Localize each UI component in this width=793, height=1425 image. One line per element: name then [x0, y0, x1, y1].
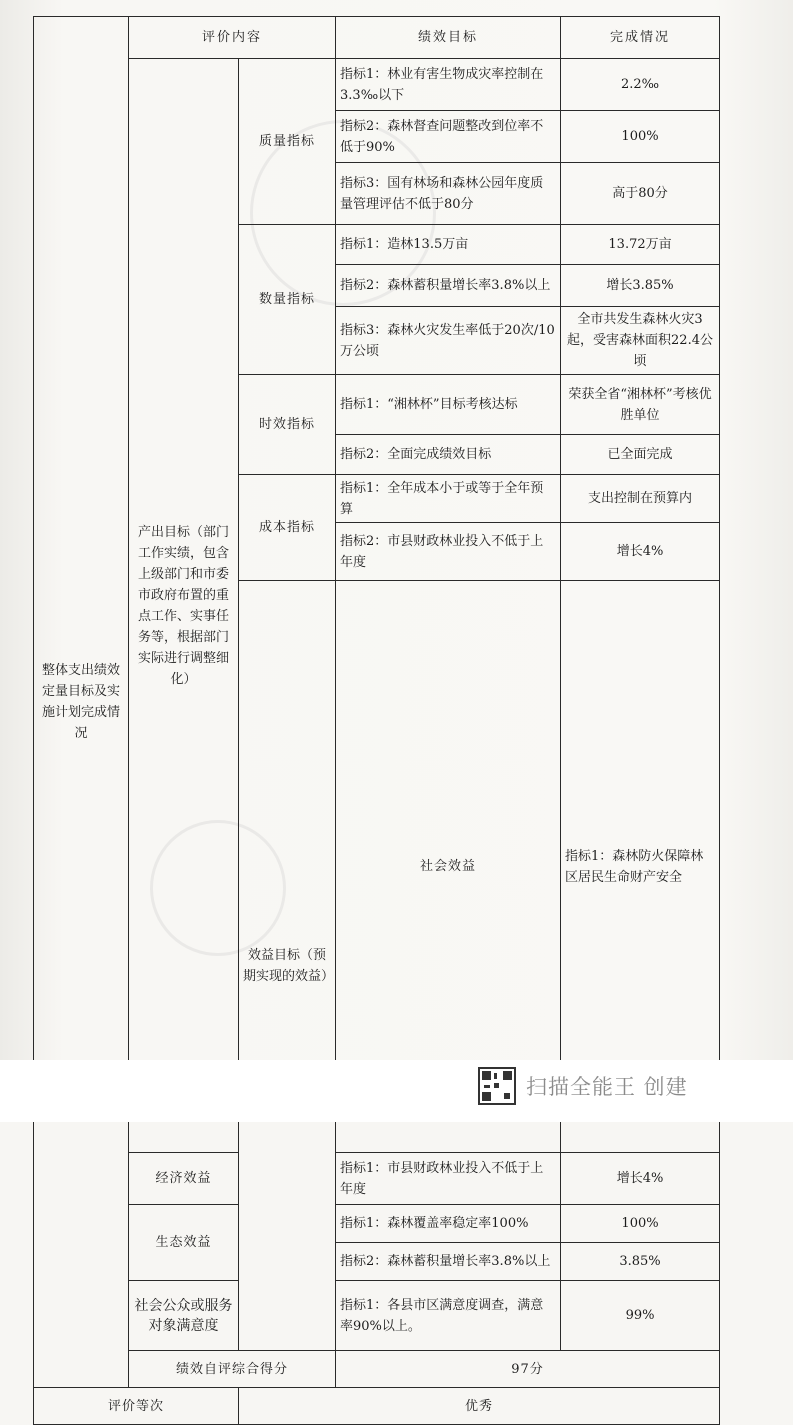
status-cell: 100% — [561, 111, 720, 163]
status-cell: 增长4% — [561, 523, 720, 581]
target-cell: 指标1：各县市区满意度调查，满意率90%以上。 — [336, 1281, 561, 1351]
header-content: 评价内容 — [129, 17, 336, 59]
status-cell: 2.2‰ — [561, 59, 720, 111]
target-cell: 指标1：全年成本小于或等于全年预算 — [336, 475, 561, 523]
status-cell: 13.72万亩 — [561, 225, 720, 265]
cost-indicator-label: 成本指标 — [239, 475, 336, 581]
table-row — [34, 1281, 720, 1351]
watermark-text: 扫描全能王 创建 — [526, 1075, 688, 1099]
grade-value: 优秀 — [239, 1388, 720, 1425]
status-cell: 99% — [561, 1281, 720, 1351]
target-cell: 指标1：市县财政林业投入不低于上年度 — [336, 1153, 561, 1205]
table-row — [34, 1205, 720, 1243]
quality-indicator-label: 质量指标 — [239, 59, 336, 225]
status-cell: 支出控制在预算内 — [561, 475, 720, 523]
header-row — [34, 17, 720, 59]
timeliness-indicator-label: 时效指标 — [239, 375, 336, 475]
target-cell: 指标1：森林防火保障林区居民生命财产安全 — [561, 581, 720, 1153]
performance-table — [33, 16, 720, 1425]
status-cell: 增长3.85% — [561, 265, 720, 307]
target-cell: 指标2：全面完成绩效目标 — [336, 435, 561, 475]
status-cell: 荣获全省“湘林杯”考核优胜单位 — [561, 375, 720, 435]
benefit-goal-label: 效益目标（预期实现的效益） — [239, 581, 336, 1351]
status-cell: 增长4% — [561, 1153, 720, 1205]
grade-row — [34, 1388, 720, 1425]
target-cell: 指标2：森林蓄积量增长率3.8%以上 — [336, 265, 561, 307]
output-goal-label: 产出目标（部门工作实绩，包含上级部门和市委市政府布置的重点工作、实事任务等，根据部门实际进行调整细化） — [129, 59, 239, 1153]
score-row — [34, 1351, 720, 1388]
header-target: 绩效目标 — [336, 17, 561, 59]
table-row — [34, 59, 720, 111]
grade-label: 评价等次 — [34, 1388, 239, 1425]
header-status: 完成情况 — [561, 17, 720, 59]
satisfaction-label: 社会公众或服务对象满意度 — [129, 1281, 239, 1351]
scanner-watermark — [478, 1066, 688, 1106]
target-cell: 指标3：国有林场和森林公园年度质量管理评估不低于80分 — [336, 163, 561, 225]
target-cell: 指标2：森林蓄积量增长率3.8%以上 — [336, 1243, 561, 1281]
status-cell: 全市共发生森林火灾3起，受害森林面积22.4公顷 — [561, 307, 720, 375]
target-cell: 指标1：林业有害生物成灾率控制在3.3‰以下 — [336, 59, 561, 111]
table-row — [34, 1153, 720, 1205]
target-cell: 指标3：森林火灾发生率低于20次/10万公顷 — [336, 307, 561, 375]
economic-benefit-label: 经济效益 — [129, 1153, 239, 1205]
target-cell: 指标1：“湘林杯”目标考核达标 — [336, 375, 561, 435]
score-label: 绩效自评综合得分 — [129, 1351, 336, 1388]
status-cell: 3.85% — [561, 1243, 720, 1281]
status-cell: 高于80分 — [561, 163, 720, 225]
qr-code-icon — [478, 1067, 516, 1105]
ecological-benefit-label: 生态效益 — [129, 1205, 239, 1281]
target-cell: 指标2：市县财政林业投入不低于上年度 — [336, 523, 561, 581]
target-cell: 指标2：森林督查问题整改到位率不低于90% — [336, 111, 561, 163]
overall-label: 整体支出绩效定量目标及实施计划完成情况 — [34, 17, 129, 1388]
status-cell: 已全面完成 — [561, 435, 720, 475]
social-benefit-label: 社会效益 — [336, 581, 561, 1153]
status-cell: 100% — [561, 1205, 720, 1243]
quantity-indicator-label: 数量指标 — [239, 225, 336, 375]
target-cell: 指标1：森林覆盖率稳定率100% — [336, 1205, 561, 1243]
target-cell: 指标1：造林13.5万亩 — [336, 225, 561, 265]
score-value: 97分 — [336, 1351, 720, 1388]
